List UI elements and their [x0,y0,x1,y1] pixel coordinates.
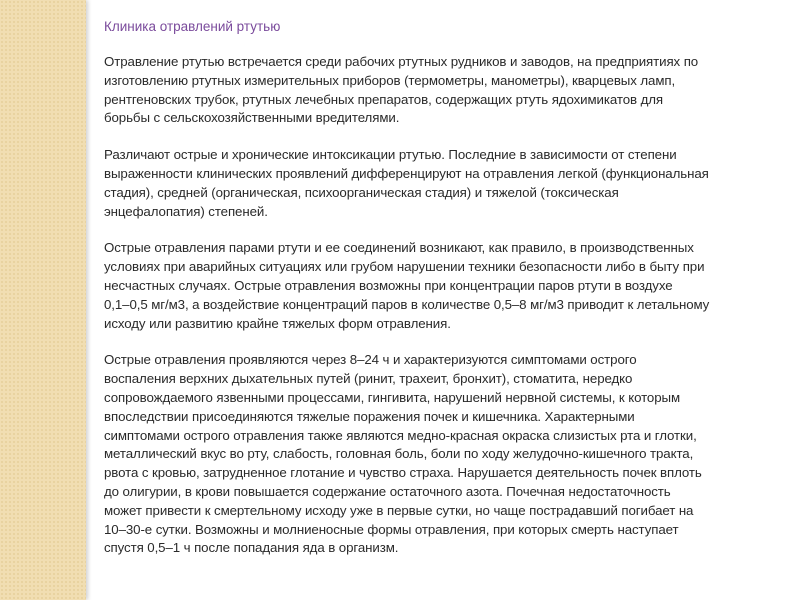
text-line: воспаления верхних дыхательных путей (ринит, трахеит, бронхит), стоматита, нередко [104,371,633,387]
paragraph [104,146,794,221]
text-line: сопровождаемого язвенными процессами, гингивита, нарушений нервной системы, к которым [104,389,681,405]
text-line: борьбы с сельскохозяйственными вредителями. [104,110,400,126]
text-line: рентгеновских трубок, ртутных лечебных препаратов, содержащих ртуть ядохимикатов для [104,91,663,107]
text-line: Отравление ртутью встречается среди рабочих ртутных рудников и заводов, на предприятиях по [104,54,699,69]
text-line: рвота с кровью, затрудненное глотание и чувство страха. Нарушается деятельность почек вплоть [104,465,702,481]
text-line: стадия), средней (органическая, психоорганическая стадия) и тяжелой (токсическая [104,184,619,200]
paragraph [104,53,794,128]
text-line: изготовлению ртутных измерительных приборов (термометры, манометры), кварцевых ламп, [104,72,676,88]
text-line: впоследствии присоединяются тяжелые поражения почек и кишечника. Характерными [104,408,635,424]
text-line: металлический вкус во рту, слабость, головная боль, боли по ходу желудочно-кишечного тракта, [104,446,694,462]
text-line: условиях при аварийных ситуациях или грубом нарушении техники безопасности либо в быту при [104,259,705,275]
text-line: симптомами острого отравления также являются медно-красная окраска слизистых рта и глотки, [104,427,697,443]
slide-content [104,17,794,576]
text-line: спустя 0,5–1 ч после попадания яда в организм. [104,540,399,556]
paragraph [104,239,794,333]
text-line: 10–30-е сутки. Возможны и молниеносные формы отравления, при которых смерть наступает [104,521,679,537]
text-line: выраженности клинических проявлений дифференцируют на отравления легкой (функциональная [104,165,709,181]
paragraph [104,351,794,558]
text-line: несчастных случаях. Острые отравления возможны при концентрации паров ртути в воздухе [104,277,673,293]
text-line: до олигурии, в крови повышается содержание остаточного азота. Почечная недостаточность [104,483,671,499]
text-line: энцефалопатия) степеней. [104,203,268,219]
body-text [104,53,794,558]
decorative-side-strip [0,0,86,600]
text-line: 0,1–0,5 мг/м3, а воздействие концентраций паров в количестве 0,5–8 мг/м3 приводит к летальному [104,296,710,312]
text-line: Острые отравления парами ртути и ее соединений возникают, как правило, в производственных [104,240,694,256]
text-line: исходу или развитию крайне тяжелых форм отравления. [104,315,451,331]
text-line: Острые отравления проявляются через 8–24 ч и характеризуются симптомами острого [104,352,637,368]
text-line: может привести к смертельному исходу уже в первые сутки, но чаще пострадавший погибает на [104,502,694,518]
text-line: Различают острые и хронические интоксикации ртутью. Последние в зависимости от степени [104,147,677,163]
slide-title: Клиника отравлений ртутью [104,19,281,34]
